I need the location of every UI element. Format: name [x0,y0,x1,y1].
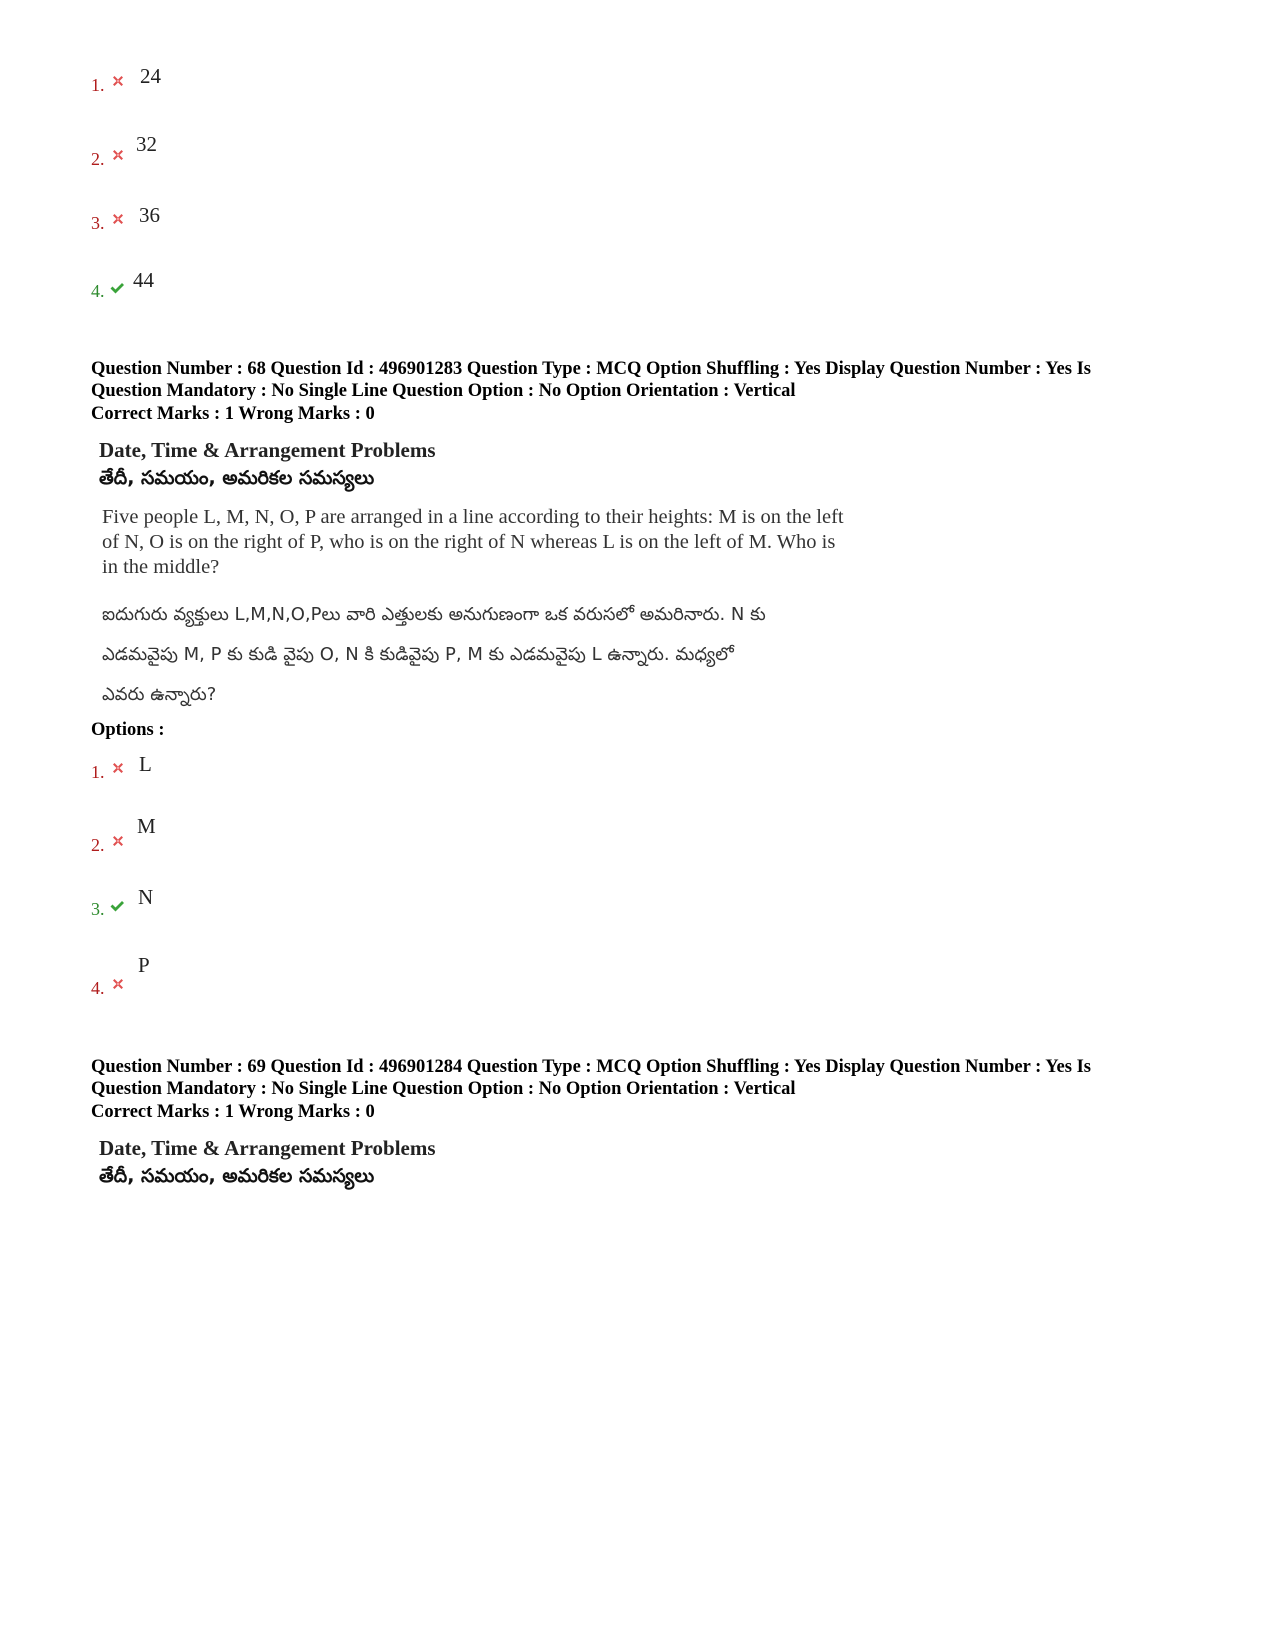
option-number: 4. [91,281,105,301]
topic-title-english: Date, Time & Arrangement Problems [99,438,436,462]
cross-icon [110,760,126,776]
check-icon [109,898,125,914]
option-number: 2. [91,149,105,169]
option-value[interactable]: L [139,752,152,776]
question-text-english [102,505,902,580]
option-value[interactable]: N [138,885,154,909]
option-number: 2. [91,835,105,855]
option-number: 4. [91,978,105,998]
question-text-line: Five people L, M, N, O, P are arranged in a line according to their heights: M is on the left [102,506,844,528]
option-value[interactable]: P [138,953,150,977]
question-text-line: in the middle? [102,556,220,578]
option-value[interactable]: 24 [140,64,161,88]
question-text-line: ఎడమవైపు M, P కు కుడి వైపు O, N కి కుడివైపు P, M కు ఎడమవైపు L ఉన్నారు. మధ్యలో [102,644,734,665]
question-meta-line: Question Number : 68 Question Id : 496901283 Question Type : MCQ Option Shuffling : Yes Display Question Number : Yes Is [91,359,1091,379]
option-value[interactable]: 44 [133,268,154,292]
option-number: 3. [91,899,105,919]
question-text-line: of N, O is on the right of P, who is on the right of N whereas L is on the left of M. Who is [102,531,836,553]
question-text-line: ఐదుగురు వ్యక్తులు L,M,N,O,Pలు వారి ఎత్తులకు అనుగుణంగా ఒక వరుసలో అమరినారు. N కు [102,604,766,625]
option-value[interactable]: 32 [136,132,157,156]
marks-info: Correct Marks : 1 Wrong Marks : 0 [91,404,375,424]
option-number: 1. [91,75,105,95]
question-meta-line: Question Number : 69 Question Id : 496901284 Question Type : MCQ Option Shuffling : Yes Display Question Number : Yes Is [91,1057,1091,1077]
option-value[interactable]: M [137,814,156,838]
cross-icon [110,73,126,89]
cross-icon [110,976,126,992]
topic-title-telugu: తేదీ, సమయం, అమరికల సమస్యలు [99,467,375,489]
question-meta-line: Question Mandatory : No Single Line Question Option : No Option Orientation : Vertical [91,381,796,401]
cross-icon [110,211,126,227]
option-number: 3. [91,213,105,233]
topic-title-english: Date, Time & Arrangement Problems [99,1136,436,1160]
question-meta-line: Question Mandatory : No Single Line Question Option : No Option Orientation : Vertical [91,1079,796,1099]
cross-icon [110,833,126,849]
options-label: Options : [91,720,165,740]
marks-info: Correct Marks : 1 Wrong Marks : 0 [91,1102,375,1122]
question-meta [91,358,1191,402]
option-number: 1. [91,762,105,782]
question-text-line: ఎవరు ఉన్నారు? [102,684,217,705]
option-value[interactable]: 36 [139,203,160,227]
question-meta [91,1056,1191,1100]
topic-title-telugu: తేదీ, సమయం, అమరికల సమస్యలు [99,1165,375,1187]
cross-icon [110,147,126,163]
check-icon [109,280,125,296]
